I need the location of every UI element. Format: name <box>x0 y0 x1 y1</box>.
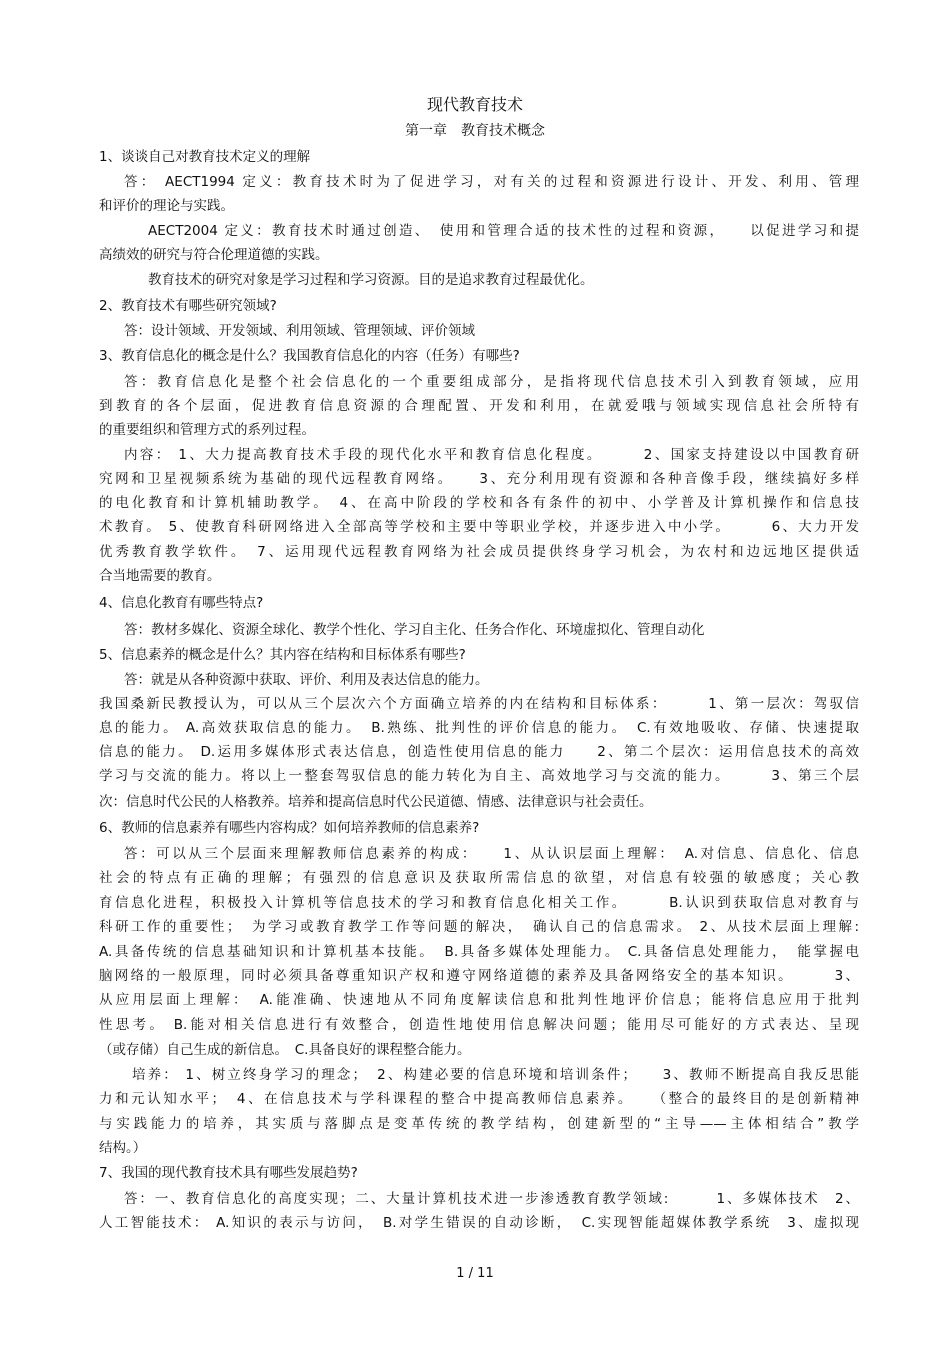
text-line: 合当地需要的教育。 <box>99 568 221 584</box>
text-line: 答：教材多媒化、资源全球化、教学个性化、学习自主化、任务合作化、环境虚拟化、管理自动化 <box>124 622 705 638</box>
text-line: 4、信息化教育有哪些特点? <box>99 595 264 611</box>
text-line: 培养： 1、树立终身学习的理念； 2、构建必要的信息环境和培训条件； 3、教师不断提高自我反思能 <box>132 1067 859 1083</box>
text-line: 结构。） <box>99 1140 147 1156</box>
text-line: 与实践能力的培养，其实质与落脚点是变革传统的教学结构，创建新型的“主导——主体相结合”教学 <box>99 1116 859 1132</box>
text-line: 1、谈谈自己对教育技术定义的理解 <box>99 149 311 165</box>
text-line: 脑网络的一般原理，同时必须具备尊重知识产权和遵守网络道德的素养及具备网络安全的基本知识。 3、 <box>99 968 859 984</box>
text-line: 教育技术的研究对象是学习过程和学习资源。目的是追求教育过程最优化。 <box>148 272 594 288</box>
text-line: AECT2004 定义：教育技术时通过创造、 使用和管理合适的技术性的过程和资源， 以促进学习和提 <box>148 223 859 239</box>
text-line: 科研工作的重要性； 为学习或教育教学工作等问题的解决， 确认自己的信息需求。 2、从技术层面上理解: <box>99 919 859 935</box>
text-line: 社会的特点有正确的理解；有强烈的信息意识及获取所需信息的欲望，对信息有较强的敏感度；关心教 <box>99 870 859 886</box>
text-line: 性思考。 B.能对相关信息进行有效整合，创造性地使用信息解决问题；能用尽可能好的方式表达、呈现 <box>99 1017 859 1033</box>
text-line: 2、教育技术有哪些研究领域? <box>99 298 277 314</box>
text-line: 5、信息素养的概念是什么？其内容在结构和目标体系有哪些? <box>99 647 466 663</box>
text-line: 和评价的理论与实践。 <box>99 198 234 214</box>
text-line: 优秀教育教学软件。 7、运用现代远程教育网络为社会成员提供终身学习机会，为农村和边远地区提供适 <box>99 544 859 560</box>
text-line: 的电化教育和计算机辅助教学。 4、在高中阶段的学校和各有条件的初中、小学普及计算机操作和信息技 <box>99 495 859 511</box>
text-line: 力和元认知水平； 4、在信息技术与学科课程的整合中提高教师信息素养。 （整合的最终目的是创新精神 <box>99 1091 859 1107</box>
text-line: 答：就是从各种资源中获取、评价、利用及表达信息的能力。 <box>124 672 489 688</box>
page-number: 1 / 11 <box>456 1266 494 1281</box>
text-line: A.具备传统的信息基础知识和计算机基本技能。 B.具备多媒体处理能力。 C.具备信息处理能力， 能掌握电 <box>99 944 859 960</box>
text-line: 6、教师的信息素养有哪些内容构成？如何培养教师的信息素养? <box>99 820 480 836</box>
chapter-heading: 第一章 教育技术概念 <box>405 123 545 139</box>
text-line: （或存储）自己生成的新信息。 C.具备良好的课程整合能力。 <box>99 1042 471 1058</box>
text-line: 我国桑新民教授认为，可以从三个层次六个方面确立培养的内在结构和目标体系： 1、第一层次：驾驭信 <box>99 696 859 712</box>
text-line: 信息的能力。 D.运用多媒体形式表达信息，创造性使用信息的能力 2、第二个层次：运用信息技术的高效 <box>99 744 859 760</box>
text-line: 育信息化进程，积极投入计算机等信息技术的学习和教育信息化相关工作。 B.认识到获取信息对教育与 <box>99 895 859 911</box>
text-line: 3、教育信息化的概念是什么？我国教育信息化的内容（任务）有哪些? <box>99 348 520 364</box>
text-line: 答：设计领域、开发领域、利用领域、管理领域、评价领域 <box>124 323 475 339</box>
text-line: 的重要组织和管理方式的系列过程。 <box>99 422 315 438</box>
text-line: 内容： 1、大力提高教育技术手段的现代化水平和教育信息化程度。 2、国家支持建设以中国教育研 <box>124 447 859 463</box>
text-line: 到教育的各个层面，促进教育信息资源的合理配置、开发和利用，在就爱哦与领域实现信息社会所特有 <box>99 398 859 414</box>
text-line: 答：教育信息化是整个社会信息化的一个重要组成部分，是指将现代信息技术引入到教育领域，应用 <box>124 374 859 390</box>
text-line: 学习与交流的能力。将以上一整套驾驭信息的能力转化为自主、高效地学习与交流的能力。 3、第三个层 <box>99 768 859 784</box>
text-line: 息的能力。 A.高效获取信息的能力。 B.熟练、批判性的评价信息的能力。 C.有效地吸收、存储、快速提取 <box>99 720 859 736</box>
text-line: 从应用层面上理解： A.能准确、快速地从不同角度解读信息和批判性地评价信息；能将信息应用于批判 <box>99 992 859 1008</box>
text-line: 人工智能技术： A.知识的表示与访问， B.对学生错误的自动诊断， C.实现智能超媒体教学系统 3、虚拟现 <box>99 1215 859 1231</box>
text-line: 答： AECT1994 定义：教育技术时为了促进学习，对有关的过程和资源进行设计、开发、利用、管理 <box>124 174 859 190</box>
text-line: 究网和卫星视频系统为基础的现代远程教育网络。 3、充分利用现有资源和各种音像手段，继续搞好多样 <box>99 471 859 487</box>
text-line: 次：信息时代公民的人格教养。培养和提高信息时代公民道德、情感、法律意识与社会责任。 <box>99 794 653 810</box>
text-line: 答：可以从三个层面来理解教师信息素养的构成： 1、从认识层面上理解： A.对信息、信息化、信息 <box>124 846 859 862</box>
text-line: 答：一、教育信息化的高度实现；二、大量计算机技术进一步渗透教育教学领域: 1、多媒体技术 2、 <box>124 1191 859 1207</box>
document-title: 现代教育技术 <box>426 95 523 114</box>
text-line: 高绩效的研究与符合伦理道德的实践。 <box>99 247 329 263</box>
text-line: 术教育。 5、使教育科研网络进入全部高等学校和主要中等职业学校，并逐步进入中小学。 6、大力开发 <box>99 519 859 535</box>
text-line: 7、我国的现代教育技术具有哪些发展趋势? <box>99 1165 358 1181</box>
